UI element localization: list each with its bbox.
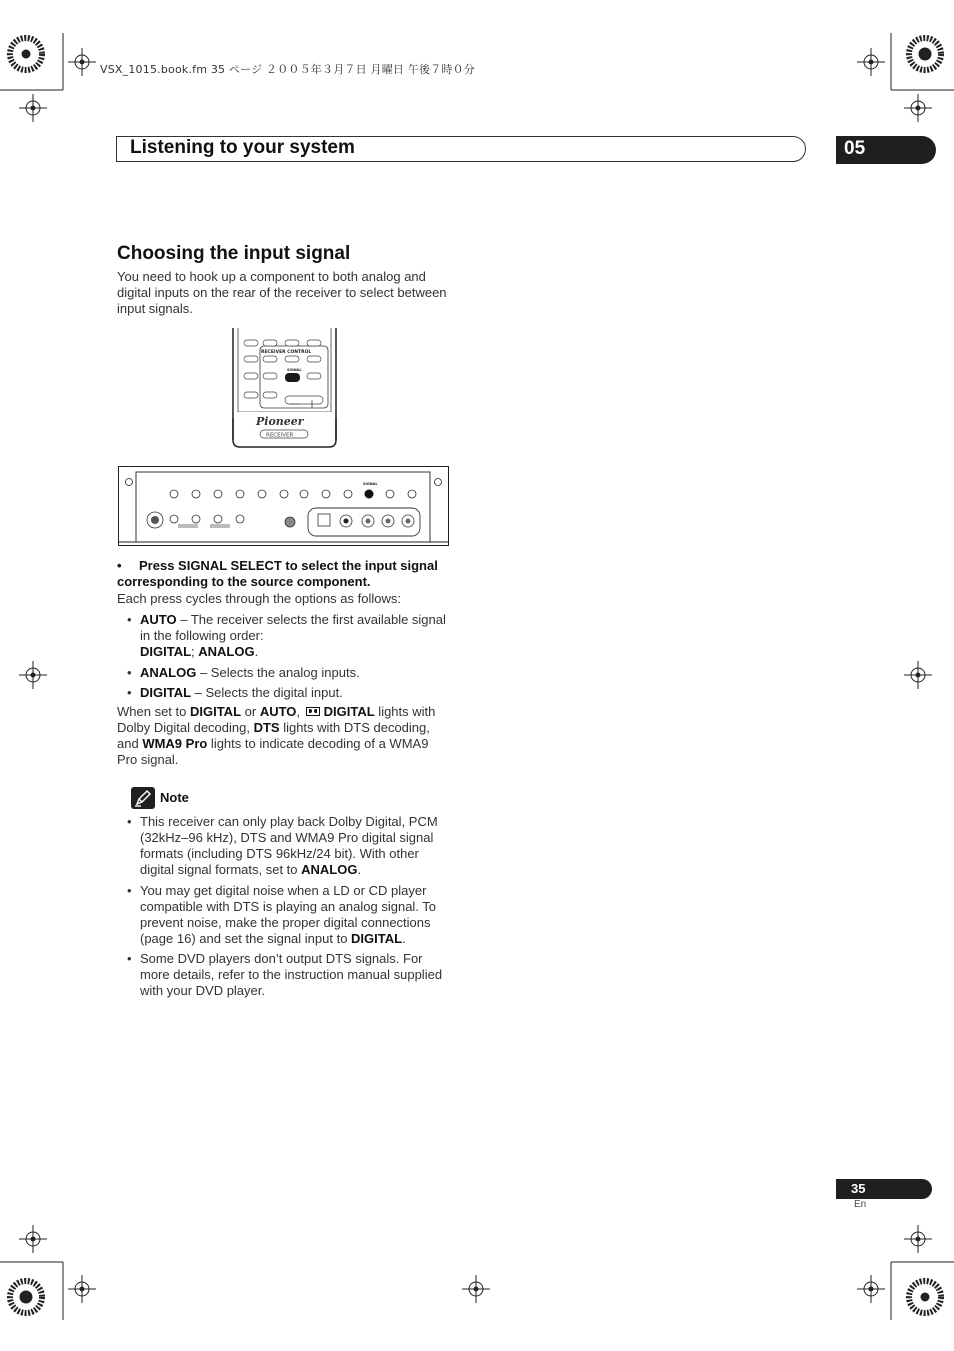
- remote-control-illustration: [230, 328, 340, 450]
- signal-select-button: [285, 373, 300, 382]
- remote-brand-logo: Pioneer: [256, 415, 304, 428]
- receiver-front-panel-illustration: [118, 466, 450, 548]
- option-digital: • DIGITAL – Selects the digital input.: [127, 685, 343, 700]
- page-number: 35: [851, 1181, 866, 1196]
- option-analog: • ANALOG – Selects the analog inputs.: [127, 665, 360, 680]
- indicator-paragraph: When set to DIGITAL or AUTO, DIGITAL lights with Dolby Digital decoding, DTS lights with DTS decoding, and WMA9 Pro lights to indicate decoding of a WMA9 Pro signal.: [117, 704, 436, 767]
- remote-receiver-control-label: RECEIVER CONTROL: [261, 350, 312, 355]
- order-end: .: [254, 644, 259, 659]
- page-language: En: [854, 1199, 867, 1210]
- note-item: • You may get digital noise when a LD or CD player compatible with DTS is playing an analog signal. To prevent noise, make the proper digital connections (page 16) and set the signal input to DIGITAL.: [127, 883, 437, 946]
- option-name: ANALOG: [140, 665, 197, 680]
- note-item: • This receiver can only play back Dolby Digital, PCM (32kHz–96 kHz), DTS and WMA9 Pro digital signal formats (including DTS 96kHz/24 bit). With other digital signal formats, set to ANALOG.: [127, 814, 438, 877]
- panel-signal-select-button: [365, 490, 374, 499]
- cycles-text: Each press cycles through the options as follows:: [117, 591, 401, 606]
- option-desc: – Selects the analog inputs.: [196, 665, 360, 680]
- section-title: Listening to your system: [130, 137, 355, 158]
- intro-paragraph: You need to hook up a component to both analog and digital inputs on the rear of the receiver to select between input signals.: [117, 269, 447, 316]
- dolby-double-d-icon: [306, 707, 320, 716]
- chapter-number: 05: [844, 138, 866, 159]
- panel-signal-select-label: SIGNAL: [363, 482, 378, 486]
- note-pencil-icon: [131, 787, 155, 809]
- file-header: VSX_1015.book.fm 35 ページ ２００５年３月７日 月曜日 午後７時０分: [100, 63, 475, 76]
- option-desc: – Selects the digital input.: [191, 685, 343, 700]
- remote-signal-select-label: SIGNAL: [287, 368, 302, 372]
- order-digital: DIGITAL: [140, 644, 192, 659]
- order-analog: ANALOG: [198, 644, 255, 659]
- page-heading: Choosing the input signal: [117, 243, 351, 264]
- option-name: DIGITAL: [140, 685, 192, 700]
- note-label: Note: [160, 790, 189, 805]
- remote-receiver-label: RECEIVER: [266, 432, 294, 439]
- bullet-glyph: •: [117, 558, 122, 573]
- note-item: • Some DVD players don’t output DTS signals. For more details, refer to the instruction manual supplied with your DVD player.: [127, 951, 443, 998]
- instruction-text: Press SIGNAL SELECT to select the input signal corresponding to the source component.: [117, 558, 438, 589]
- option-desc: – The receiver selects the first available signal in the following order:: [140, 612, 446, 643]
- order-separator: ;: [191, 644, 199, 659]
- option-auto: • AUTO – The receiver selects the first available signal in the following order: DIGITAL; ANALOG.: [127, 612, 446, 659]
- option-name: AUTO: [140, 612, 177, 627]
- instruction-bullet: [117, 558, 452, 590]
